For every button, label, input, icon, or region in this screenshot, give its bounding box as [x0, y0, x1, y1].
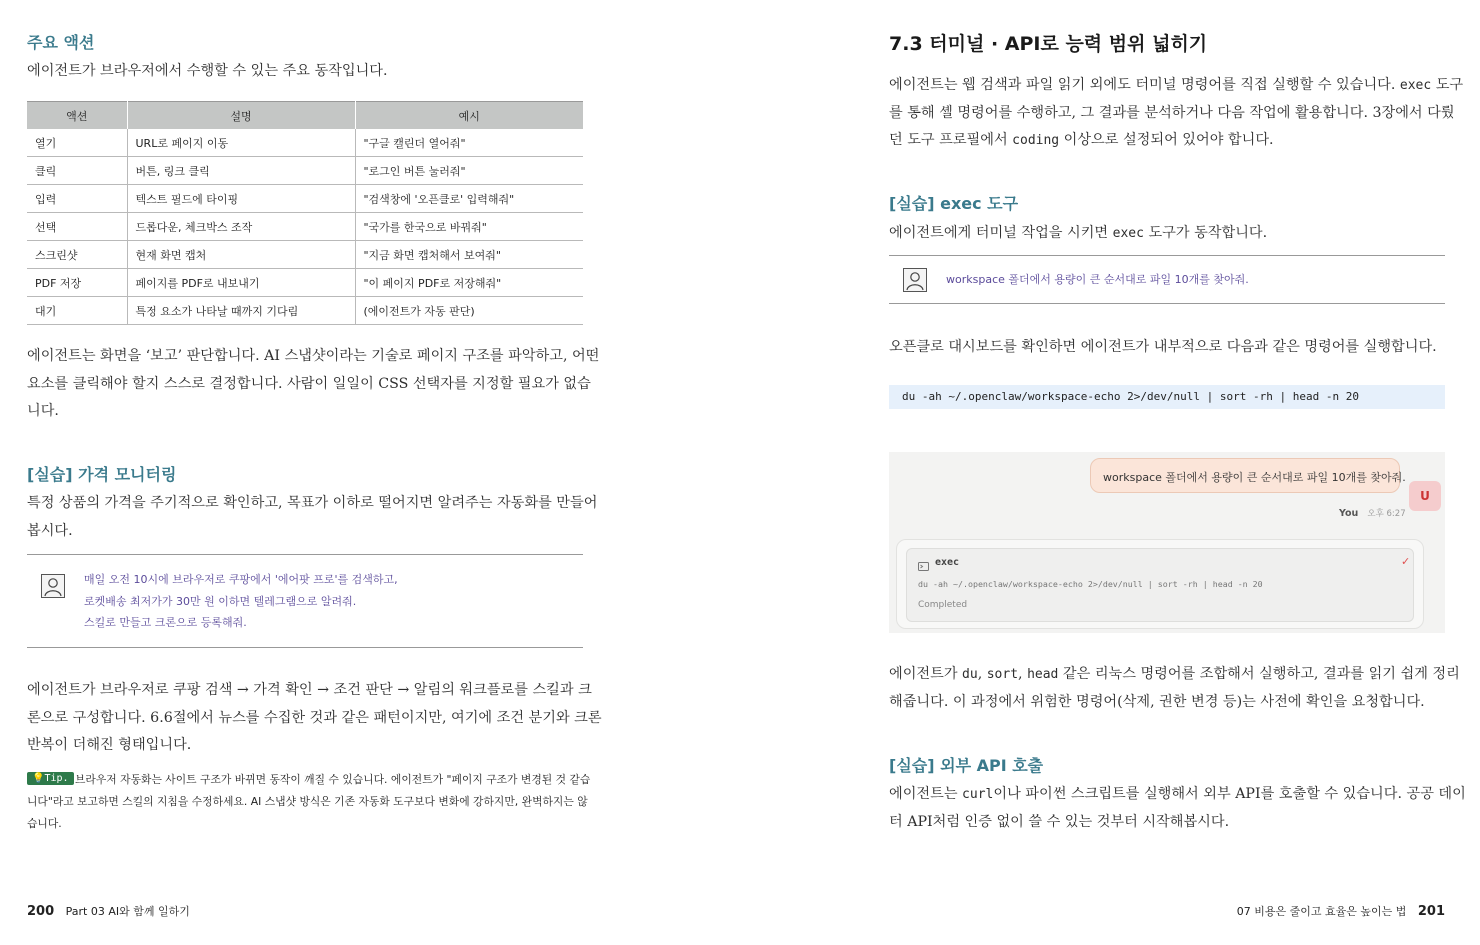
paragraph-line: 해줍니다. 이 과정에서 위험한 명령어(삭제, 권한 변경 등)는 사전에 확인을 요청합니다.: [889, 693, 1425, 710]
section-title-main-actions: 주요 액션: [27, 33, 95, 52]
table-header: 액션: [27, 102, 127, 130]
prompt-line: 매일 오전 10시에 브라우저로 쿠팡에서 '에어팟 프로'를 검색하고,: [84, 573, 398, 586]
tip-line: 니다"라고 보고하면 스킬의 지침을 수정하세요. AI 스냅샷 방식은 기존 자동화 도구보다 변화에 강하지만, 완벽하지는 않: [27, 795, 588, 808]
message-meta: [1339, 501, 1406, 520]
paragraph-linux-commands: [889, 661, 1460, 716]
section-title-price-monitoring: [실습] 가격 모니터링: [27, 465, 177, 484]
table-row: [27, 185, 583, 213]
table-cell: "검색창에 '오픈클로' 입력해줘": [355, 185, 583, 213]
table-row: [27, 129, 583, 157]
user-avatar-badge: U: [1409, 481, 1441, 511]
paragraph-exec-intro: [889, 72, 1464, 155]
table-cell: 페이지를 PDF로 내보내기: [127, 269, 355, 297]
table-cell: 드롭다운, 체크박스 조작: [127, 213, 355, 241]
tool-status: Completed: [918, 600, 968, 610]
footer-chapter-title: 07 비용은 줄이고 효율은 높이는 법: [1236, 905, 1407, 918]
tool-call-card: [896, 539, 1424, 629]
table-cell: 버튼, 링크 클릭: [127, 157, 355, 185]
paragraph-line: 반복이 더해진 형태입니다.: [27, 737, 192, 753]
paragraph-price-intro: [27, 490, 598, 545]
page-number: 201: [1417, 904, 1445, 919]
paragraph-line: 던 도구 프로필에서 coding 이상으로 설정되어 있어야 합니다.: [889, 132, 1274, 148]
left-page: [27, 0, 602, 945]
tool-name: exec: [935, 557, 960, 568]
prompt-line: 로켓배송 최저가가 30만 원 이하면 텔레그램으로 알려줘.: [84, 594, 357, 608]
table-cell: URL로 페이지 이동: [127, 129, 355, 157]
table-cell: (에이전트가 자동 판단): [355, 297, 583, 325]
paragraph-line: 에이전트는 curl이나 파이썬 스크립트를 실행해서 외부 API를 호출할 수 있습니다. 공공 데이: [889, 786, 1466, 802]
table-header: 설명: [127, 102, 355, 130]
table-cell: "로그인 버튼 눌러줘": [355, 157, 583, 185]
paragraph-line: 봅시다.: [27, 522, 73, 539]
chat-message-text: workspace 폴더에서 용량이 큰 순서대로 파일 10개를 찾아줘.: [1103, 471, 1406, 484]
table-cell: 스크린샷: [27, 241, 127, 269]
tool-command: du -ah ~/.openclaw/workspace-echo 2>/dev/null | sort -rh | head -n 20: [918, 579, 1263, 589]
paragraph-snapshot: [27, 343, 600, 426]
actions-table: [27, 101, 583, 325]
chapter-title: 7.3 터미널 · API로 능력 범위 넓히기: [889, 33, 1208, 55]
table-row: [27, 241, 583, 269]
table-header: 예시: [355, 102, 583, 130]
table-cell: 특정 요소가 나타날 때까지 기다림: [127, 297, 355, 325]
paragraph-api: [889, 781, 1466, 836]
dashboard-text: 오픈클로 대시보드를 확인하면 에이전트가 내부적으로 다음과 같은 명령어를 실행합니다.: [889, 339, 1437, 355]
table-row: [27, 297, 583, 325]
sender-name: You: [1339, 508, 1359, 519]
code-text: du -ah ~/.openclaw/workspace-echo 2>/dev/null | sort -rh | head -n 20: [902, 390, 1359, 403]
prompt-example-box: [889, 255, 1445, 304]
code-block: [889, 385, 1445, 409]
lightbulb-icon: 💡Tip.: [27, 772, 74, 785]
table-header-row: [27, 102, 583, 130]
table-cell: 입력: [27, 185, 127, 213]
paragraph-line: 론으로 구성합니다. 6.6절에서 뉴스를 수집한 것과 같은 패턴이지만, 여기에 조건 분기와 크론: [27, 709, 602, 726]
table-row: [27, 213, 583, 241]
paragraph-line: 를 통해 셸 명령어를 수행하고, 그 결과를 분석하거나 다음 작업에 활용합니다. 3장에서 다뤘: [889, 104, 1455, 121]
table-cell: 열기: [27, 129, 127, 157]
tip-line: 습니다.: [27, 817, 62, 830]
paragraph-line: 터 API처럼 인증 없이 쓸 수 있는 것부터 시작해봅시다.: [889, 813, 1230, 830]
table-cell: 대기: [27, 297, 127, 325]
footer-left: [27, 903, 190, 919]
footer-part-title: Part 03 AI와 함께 일하기: [65, 905, 190, 918]
tool-call-inner[interactable]: [906, 548, 1414, 622]
prompt-example-box: [27, 554, 583, 648]
user-avatar-icon: [41, 574, 65, 598]
paragraph-workflow: [27, 677, 602, 760]
table-row: [27, 157, 583, 185]
table-cell: 클릭: [27, 157, 127, 185]
table-cell: 선택: [27, 213, 127, 241]
prompt-text-block: [84, 569, 398, 634]
table-cell: "구글 캘린더 열어줘": [355, 129, 583, 157]
user-avatar-icon: [903, 268, 927, 292]
paragraph-line: 요소를 클릭해야 할지 스스로 결정합니다. 사람이 일일이 CSS 선택자를 지정할 필요가 없습: [27, 375, 591, 392]
paragraph-line: 에이전트는 화면을 ‘보고’ 판단합니다. AI 스냅샷이라는 기술로 페이지 구조를 파악하고, 어떤: [27, 348, 600, 364]
table-cell: "지금 화면 캡처해서 보여줘": [355, 241, 583, 269]
chat-bubble: [1090, 458, 1406, 493]
paragraph-line: 에이전트가 브라우저로 쿠팡 검색 → 가격 확인 → 조건 판단 → 알림의 워크플로를 스킬과 크: [27, 682, 592, 698]
page-number: 200: [27, 904, 55, 919]
terminal-tool-icon: [918, 557, 929, 576]
prompt-line: workspace 폴더에서 용량이 큰 순서대로 파일 10개를 찾아줘.: [946, 273, 1249, 286]
table-cell: PDF 저장: [27, 269, 127, 297]
section-title-exec-tool: [실습] exec 도구: [889, 194, 1019, 213]
message-time: 오후 6:27: [1367, 509, 1406, 519]
check-icon: ✓: [1401, 555, 1411, 568]
tip-line: 브라우저 자동화는 사이트 구조가 바뀌면 동작이 깨질 수 있습니다. 에이전트가 "페이지 구조가 변경된 것 같습: [75, 773, 591, 786]
tip-box: [27, 769, 591, 835]
prompt-line: 스킬로 만들고 크론으로 등록해줘.: [84, 616, 247, 629]
table-cell: "이 페이지 PDF로 저장해줘": [355, 269, 583, 297]
table-cell: 현재 화면 캡처: [127, 241, 355, 269]
exec-intro-text: 에이전트에게 터미널 작업을 시키면 exec 도구가 동작합니다.: [889, 225, 1268, 241]
table-cell: "국가를 한국으로 바꿔줘": [355, 213, 583, 241]
paragraph-line: 니다.: [27, 403, 59, 419]
right-page: [889, 0, 1466, 945]
chat-screenshot: [889, 452, 1445, 633]
section-title-external-api: [실습] 외부 API 호출: [889, 756, 1044, 775]
table-row: [27, 269, 583, 297]
intro-text: 에이전트가 브라우저에서 수행할 수 있는 주요 동작입니다.: [27, 63, 388, 79]
paragraph-line: 에이전트가 du, sort, head 같은 리눅스 명령어를 조합해서 실행하고, 결과를 읽기 쉽게 정리: [889, 666, 1460, 682]
table-cell: 텍스트 필드에 타이핑: [127, 185, 355, 213]
paragraph-line: 에이전트는 웹 검색과 파일 읽기 외에도 터미널 명령어를 직접 실행할 수 있습니다. exec 도구: [889, 77, 1464, 93]
paragraph-line: 특정 상품의 가격을 주기적으로 확인하고, 목표가 이하로 떨어지면 알려주는 자동화를 만들어: [27, 495, 598, 511]
footer-right: [1237, 903, 1445, 919]
